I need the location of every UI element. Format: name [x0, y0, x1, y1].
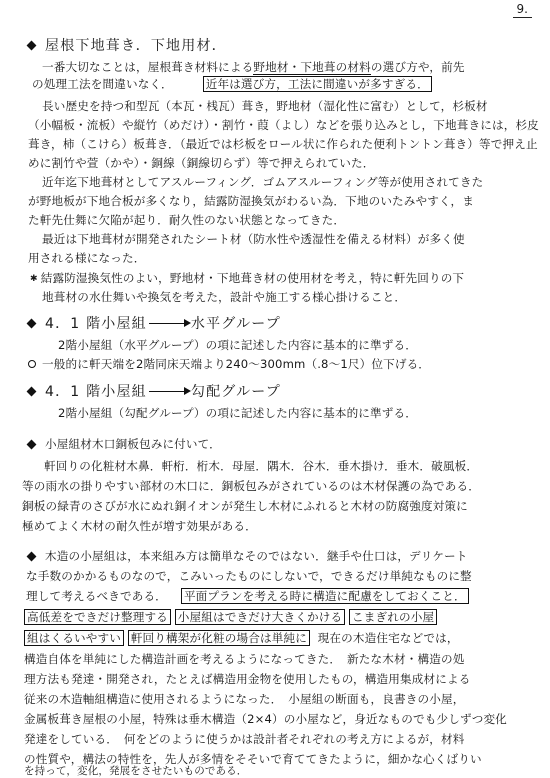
section5-line-4	[24, 609, 437, 625]
circle-bullet-icon	[28, 360, 36, 368]
boxed-note: 近年は選び方，工法に間違いが多すぎる．	[203, 76, 432, 92]
section5-line-12: を持って，変化，発展をさせたいものである．	[24, 765, 248, 777]
section4-line-2: 等の雨水の掛りやすい部材の木口に．銅板包みがされているのは木材保護の為である．	[22, 479, 481, 493]
section1-note-line-1: ✱ 結露防湿換気性のよい，野地材・下地葺き材の使用材を考え，特に軒先回りの下	[30, 271, 465, 285]
section2-heading-line: 4．1 階小屋組 水平グループ	[26, 316, 281, 332]
section5-line-11: の性質や，構法の特性を，先人が多情をそそいで育ててきたように，細かな心くばりい	[24, 752, 482, 766]
section3-line-1: 2階小屋組（勾配グループ）の項に記述した内容に基本的に準ずる．	[58, 406, 418, 420]
section5-line-3: 理して考えるべきである． 平面プランを考える時に構造に配慮をしておくこと．	[26, 588, 469, 604]
boxed-note: 高低差をできだけ整理する	[24, 609, 171, 625]
section5-line-2: な手数のかかるものなので，こみいったものにしないで，できるだけ単純なものに整	[26, 569, 472, 583]
section5-line-9: 金属板葺き屋根の小屋，特殊は垂木構造（2×4）の小屋など，身近なものでも少しずつ変化	[24, 712, 507, 726]
boxed-note: 軒回り構架が化粧の場合は単純に	[128, 630, 310, 646]
bullet-icon	[27, 551, 37, 561]
section1-line-3: 長い歴史を持つ和型瓦（本瓦・桟瓦）葺き，野地材（湿化性に富む）として，杉板材	[42, 99, 488, 113]
asterisk-icon: ✱	[30, 274, 38, 284]
section5-line-10: 発達をしている． 何をどのように使うかは設計者それぞれの考え方によるが，材料	[24, 732, 465, 746]
section2-line-1: 2階小屋組（水平グループ）の項に記述した内容に基本的に準ずる．	[58, 338, 418, 352]
section1-line-5: 葺き，柿（こけら）板葺き．（最近では杉板をロール状に作られた便利トントン葺き）等で押え止	[28, 137, 538, 151]
arrow-icon	[149, 391, 189, 392]
page-number: 9.	[513, 2, 532, 18]
section4-heading-line	[26, 436, 221, 452]
section1-line-2: の処理工法を間違いなく． 近年は選び方，工法に間違いが多すぎる．	[32, 76, 432, 92]
boxed-note: 組はくるいやすい	[24, 630, 124, 646]
boxed-note: 小屋組はできだけ大きくかける	[175, 609, 345, 625]
section5-line-8: 従来の木造軸組構造に使用されるようになった． 小屋組の断面も，良書きの小屋，	[24, 692, 465, 706]
section1-line-6: めに割竹や萱（かや）・銅線（銅線切らず）等で押えられていた．	[28, 156, 375, 170]
section2-line-2: 一般的に軒天端を2階同床天端より240～300mm（.8～1尺）位下げる．	[28, 356, 430, 372]
section1-line-8: が野地板が下地合板が多くなり，結露防湿換気がわるい為．下地のいたみやすく，ま	[28, 194, 475, 208]
section5-line-6: 構造自体を単純にした構造計画を考えるようになってきた． 新たな木材・構造の処	[24, 652, 465, 666]
section4-heading: 小屋組材木口銅板包みに付いて．	[45, 437, 221, 451]
section1-line-7: 近年迄下地葺材としてアスルーフィング．ゴムアスルーフィング等が使用されてきた	[42, 175, 484, 189]
bullet-icon	[27, 387, 37, 397]
section5-line-5: 組はくるいやすい 軒回り構架が化粧の場合は単純に 現在の木造住宅などでは，	[24, 630, 459, 646]
section1-note-line-2: 地葺材の水仕舞いや換気を考えた，設計や施工する様心掛けること．	[42, 290, 407, 304]
bullet-icon	[27, 439, 37, 449]
section1-line-10: 最近は下地葺材が開発されたシート材（防水性や透湿性を備える材料）が多く使	[42, 232, 465, 246]
arrow-icon	[149, 323, 189, 324]
section1-heading-line	[26, 38, 227, 54]
section1-line-1: 一番大切なことは，屋根葺き材料による野地材・下地葺の材料の選び方や，前先	[42, 60, 465, 74]
boxed-note: 平面プランを考える時に構造に配慮をしておくこと．	[181, 588, 469, 604]
section1-line-11: 用される様になった．	[28, 251, 146, 265]
bullet-icon	[27, 319, 37, 329]
underlined-phrase: 野地材・下地葺の材料	[253, 60, 371, 74]
section3-heading-line: 4．1 階小屋組 勾配グループ	[26, 384, 281, 400]
section4-line-4: 極めてよく木材の耐久性が増す効果がある．	[22, 519, 257, 533]
section4-line-3: 銅板の緑青のさびが水にぬれ銅イオンが発生し木材にふれると木材の防腐強度対策に	[22, 499, 468, 513]
section5-line-1: 木造の小屋組は，本来組み方は簡単なそのではない．継手や仕口は，デリケート	[26, 548, 468, 564]
section1-heading: 屋根下地葺き．下地用材．	[45, 38, 227, 54]
section1-line-4: （小幅板・流板）や縦竹（めだけ）・割竹・葭（よし）などを張り込みとし，下地葺きには，杉皮	[28, 118, 539, 132]
section4-line-1: 軒回りの化粧材木鼻．軒桁．桁木．母屋．隅木．谷木．垂木掛け．垂木．破風板．	[44, 459, 479, 473]
bullet-icon	[27, 41, 37, 51]
boxed-note: こまぎれの小屋	[349, 609, 437, 625]
section1-line-9: た軒先仕舞に欠陥が起り．耐久性のない状態となってきた．	[28, 213, 346, 227]
section5-line-7: 理方法も発達・開発され，たとえば構造用金物を使用したもの，構造用集成材による	[24, 672, 471, 686]
